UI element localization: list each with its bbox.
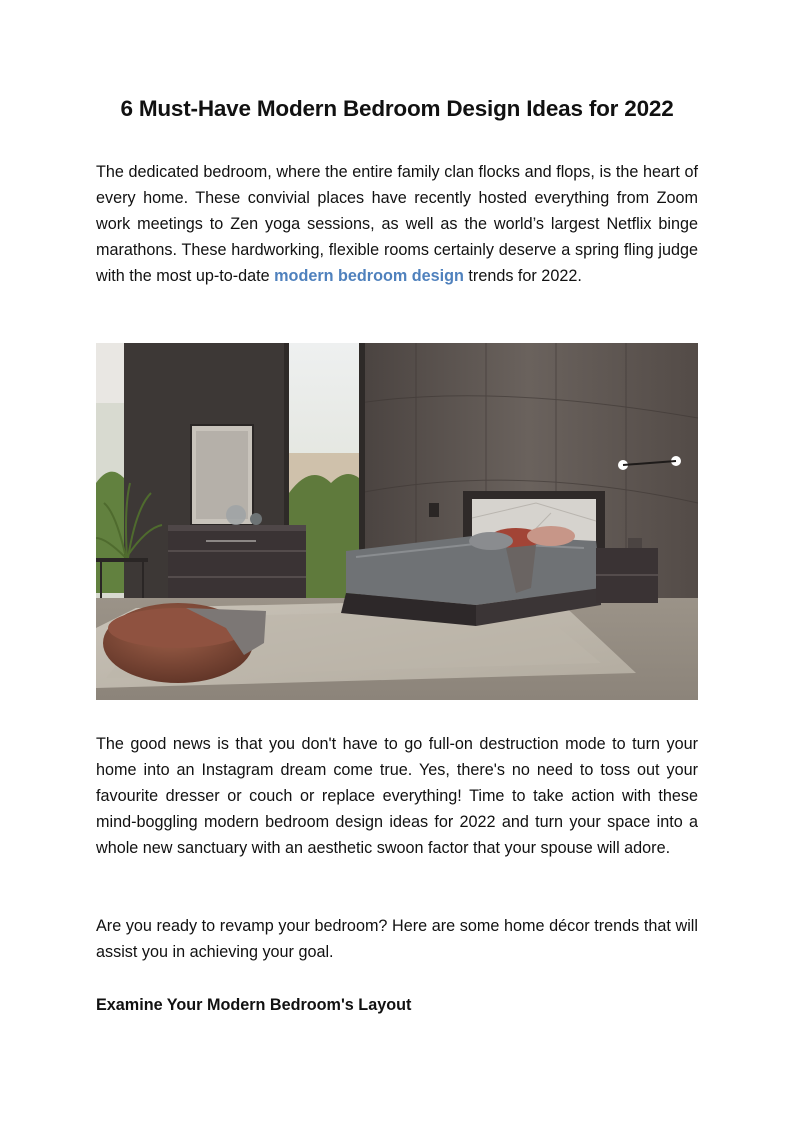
- intro-paragraph: [96, 159, 698, 289]
- section-heading-layout: Examine Your Modern Bedroom's Layout: [96, 996, 412, 1014]
- body-paragraph-3: Are you ready to revamp your bedroom? Here are some home décor trends that will assist you in achieving your goal.: [96, 917, 698, 961]
- body-paragraph-2: The good news is that you don't have to go full-on destruction mode to turn your home into an Instagram dream come true. Yes, there's no need to toss out your favourite dresser or couch or replace everything! Time to take action with these mind-boggling modern bedroom design ideas for 2022 and turn your space into a whole new sanctuary with an aesthetic swoon factor that your spouse will adore.: [96, 735, 698, 857]
- intro-text-before-link: The dedicated bedroom, where the entire family clan flocks and flops, is the heart of every home. These convivial places have recently hosted everything from Zoom work meetings to Zen yoga sessions, as well as the world’s largest Netflix binge marathons. These hardworking, flexible rooms certainly deserve a spring fling judge with the most up-to-date: [96, 163, 698, 285]
- intro-text-after-link: trends for 2022.: [463, 267, 582, 285]
- bedroom-photo: [96, 343, 698, 700]
- page-title: 6 Must-Have Modern Bedroom Design Ideas for 2022: [120, 96, 674, 121]
- modern-bedroom-design-link[interactable]: modern bedroom design: [274, 267, 464, 285]
